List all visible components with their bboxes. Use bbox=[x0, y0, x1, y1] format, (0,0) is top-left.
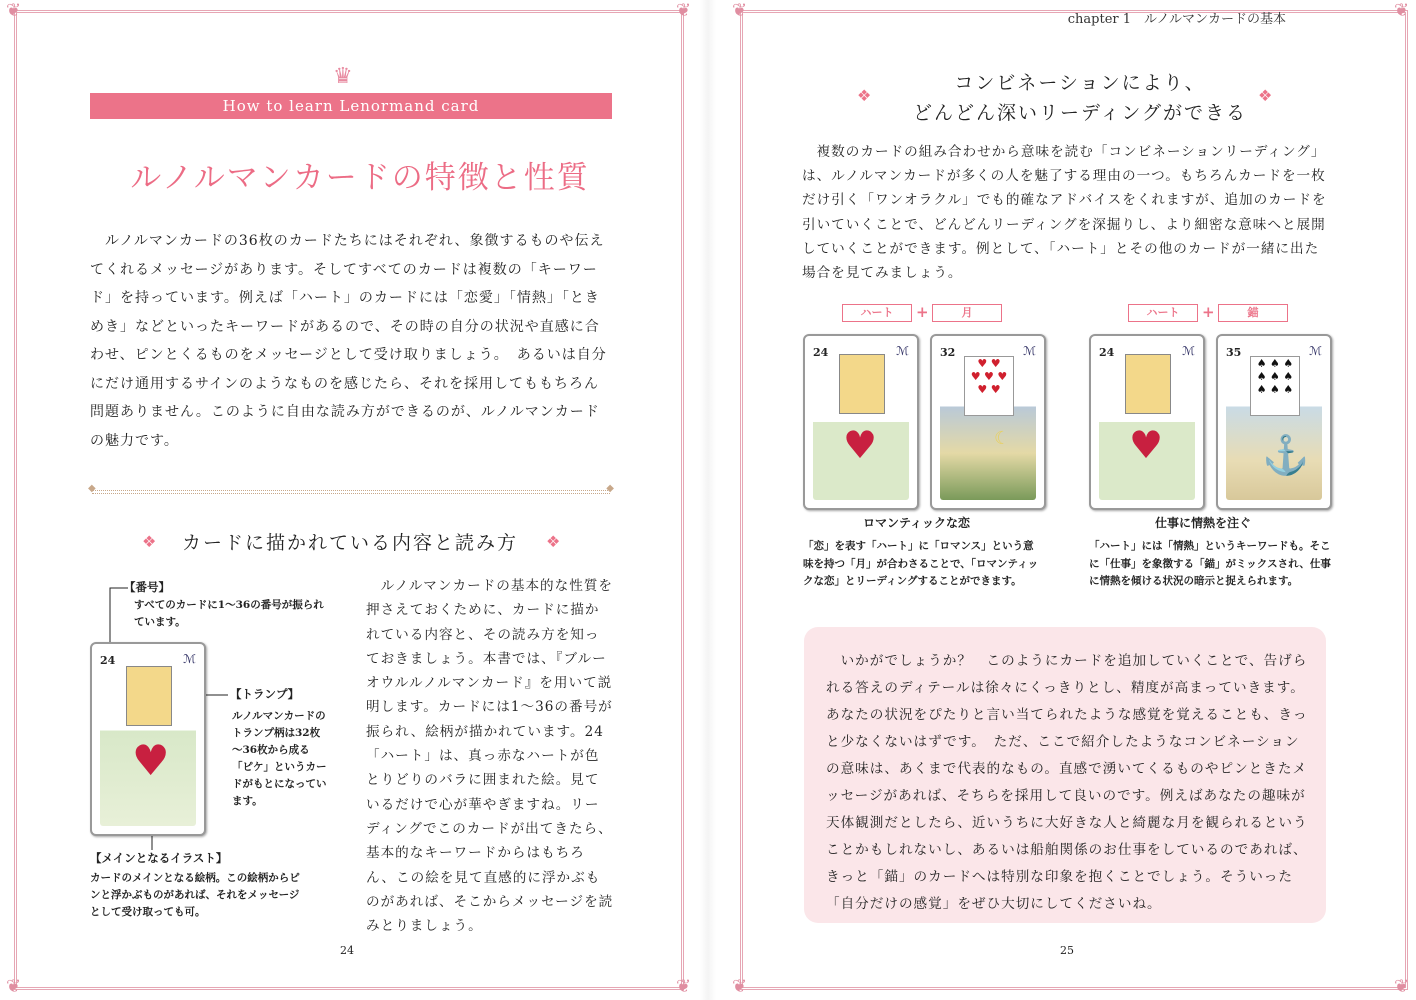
owl-logo-icon: ℳ bbox=[896, 344, 909, 358]
corner-ornament-icon: ❦ bbox=[732, 0, 748, 21]
section-title bbox=[880, 68, 1280, 128]
label-number: 【番号】 bbox=[124, 580, 170, 594]
nine-of-spades-icon: ♠ ♠ ♠ ♠ ♠ ♠ ♠ ♠ ♠ bbox=[1250, 356, 1300, 416]
lead-paragraph: ルノルマンカードの36枚のカードたちにはそれぞれ、象徴するものや伝えてくれるメッセージがあります。そしてすべてのカードは複数の「キーワード」を持っています。例えば「ハート」のカードには「恋愛」「情熱」「ときめき」などといったキーワードがあるので、その時の自分の状況や直感に合わせ、ピンとくるものをメッセージとして受け取りましょう。 あるいは自分にだけ通用するサインのようなものを感じたら、それを採用してももちろん問題ありません。このように自由な読み方ができるのが、ルノルマンカードの魅力です。 bbox=[90, 233, 607, 449]
plus-icon: + bbox=[1202, 303, 1215, 321]
page-title: ルノルマンカードの特徴と性質 bbox=[130, 160, 590, 196]
heart-card bbox=[90, 642, 206, 836]
crown-ornament-icon: ♛ bbox=[333, 64, 353, 89]
chapter-header: chapter 1 ルノルマンカードの基本 bbox=[1067, 12, 1286, 27]
queen-of-hearts-icon bbox=[126, 666, 172, 726]
owl-logo-icon: ℳ bbox=[183, 652, 196, 666]
page-gutter bbox=[700, 0, 716, 1000]
section-title: カードに描かれている内容と読み方 bbox=[182, 532, 519, 554]
label-main: 【メインとなるイラスト】 bbox=[90, 851, 228, 865]
corner-ornament-icon: ❦ bbox=[6, 0, 22, 21]
corner-ornament-icon: ❦ bbox=[1394, 976, 1410, 997]
text-main: カードのメインとなる絵柄。この絵柄からピンと浮かぶものがあれば、それをメッセージとして受け取っても可。 bbox=[90, 872, 300, 918]
page-number: 24 bbox=[340, 944, 354, 957]
text-trump: ルノルマンカードのトランプ柄は32枚～36枚から成る「ピケ」というカードがもとになっています。 bbox=[232, 710, 327, 807]
corner-ornament-icon: ❦ bbox=[1394, 0, 1410, 21]
queen-of-hearts-icon bbox=[839, 354, 885, 414]
combo-description: 「ハート」には「情熱」というキーワードも。そこに「仕事」を象徴する「錨」がミックスされ、仕事に情熱を傾ける状況の暗示と捉えられます。 bbox=[1089, 540, 1331, 587]
section-band-title: How to learn Lenormand card bbox=[90, 93, 612, 119]
text-number: すべてのカードに1～36の番号が振られています。 bbox=[134, 599, 324, 628]
combo-caption: ロマンティックな恋 bbox=[863, 516, 971, 530]
corner-ornament-icon: ❦ bbox=[676, 976, 692, 997]
label-trump: 【トランプ】 bbox=[230, 687, 300, 701]
section-paragraph: ルノルマンカードの基本的な性質を押さえておくために、カードに描かれている内容と、その読み方を知っておきましょう。本書では、『ブルーオウルルノルマンカード』を用いて説明します。カードには1～36の番号が振られ、絵柄が描かれています。24「ハート」は、真っ赤なハートが色とりどりのバラに囲まれた絵。見ているだけで心が華やぎますね。リーディングでこのカードが出てきたら、基本的なキーワードからはもちろん、この絵を見て直感的に浮かぶものがあれば、そこからメッセージを読みとりましょう。 bbox=[366, 578, 614, 935]
anchor-icon: ⚓ bbox=[1262, 433, 1310, 477]
owl-logo-icon: ℳ bbox=[1182, 344, 1195, 358]
card-number: 24 bbox=[100, 654, 116, 667]
queen-of-hearts-icon bbox=[1125, 354, 1171, 414]
diamond-ornament-icon: ❖ bbox=[546, 532, 561, 551]
corner-ornament-icon: ❦ bbox=[6, 976, 22, 997]
section-title-line2: どんどん深いリーディングができる bbox=[912, 102, 1248, 124]
card-number: 24 bbox=[1099, 346, 1115, 359]
combo-paragraph: 複数のカードの組み合わせから意味を読む「コンビネーションリーディング」は、ルノルマンカードが多くの人を魅了する理由の一つ。もちろんカードを一枚だけ引く「ワンオラクル」でも的確なアドバイスをくれますが、追加のカードを引いていくことで、どんどんリーディングを深掘りし、より細密な意味へと展開していくことができます。例として、「ハート」とその他のカードが一緒に出た場合を見てみましょう。 bbox=[802, 144, 1327, 282]
heart-card bbox=[1089, 334, 1205, 510]
heart-card bbox=[803, 334, 919, 510]
corner-ornament-icon: ❦ bbox=[732, 976, 748, 997]
card-number: 32 bbox=[940, 346, 956, 359]
diamond-ornament-icon: ❖ bbox=[142, 532, 157, 551]
tag-moon: 月 bbox=[932, 304, 1002, 322]
card-number: 24 bbox=[813, 346, 829, 359]
anchor-card bbox=[1216, 334, 1332, 510]
combo-caption: 仕事に情熱を注ぐ bbox=[1155, 516, 1252, 530]
heart-icon: ♥ bbox=[132, 736, 170, 785]
combo-description: 「恋」を表す「ハート」に「ロマンス」という意味を持つ「月」が合わさることで、「ロマンティックな恋」とリーディングすることができます。 bbox=[803, 540, 1039, 587]
section-title-line1: コンビネーションにより、 bbox=[954, 72, 1206, 94]
summary-text: いかがでしょうか？ このようにカードを追加していくことで、告げられる答えのディテールは徐々にくっきりとし、精度が高まっていきます。あなたの状況をぴたりと言い当てられたような感覚を覚えることも、きっと少なくないはずです。 ただ、ここで紹介したようなコンビネーションの意味は、あくまで代表的なもの。直感で湧いてくるものやピンときたメッセージがあれば、そちらを採用して良いのです。例えばあなたの趣味が天体観測だとしたら、近いうちに大好きな人と綺麗な月を観られるということかもしれないし、あるいは船舶関係のお仕事をしているのであれば、きっと「錨」のカードへは特別な印象を抱くことでしょう。そういった「自分だけの感覚」をぜひ大切にしてくださいね。 bbox=[826, 653, 1308, 912]
tag-anchor: 錨 bbox=[1218, 304, 1288, 322]
moon-icon: ☾ bbox=[994, 428, 1011, 449]
diamond-ornament-icon: ❖ bbox=[1258, 86, 1273, 105]
page-number: 25 bbox=[1060, 944, 1074, 957]
moon-card bbox=[930, 334, 1046, 510]
ornamental-divider bbox=[92, 490, 610, 494]
heart-icon: ♥ bbox=[843, 423, 878, 467]
seven-of-hearts-icon: ♥ ♥ ♥ ♥ ♥ ♥ ♥ bbox=[964, 356, 1014, 416]
corner-ornament-icon: ❦ bbox=[676, 0, 692, 21]
tag-heart: ハート bbox=[842, 304, 912, 322]
owl-logo-icon: ℳ bbox=[1023, 344, 1036, 358]
card-number: 35 bbox=[1226, 346, 1242, 359]
owl-logo-icon: ℳ bbox=[1309, 344, 1322, 358]
heart-icon: ♥ bbox=[1129, 423, 1164, 467]
plus-icon: + bbox=[916, 303, 929, 321]
diamond-ornament-icon: ❖ bbox=[857, 86, 872, 105]
tag-heart: ハート bbox=[1128, 304, 1198, 322]
